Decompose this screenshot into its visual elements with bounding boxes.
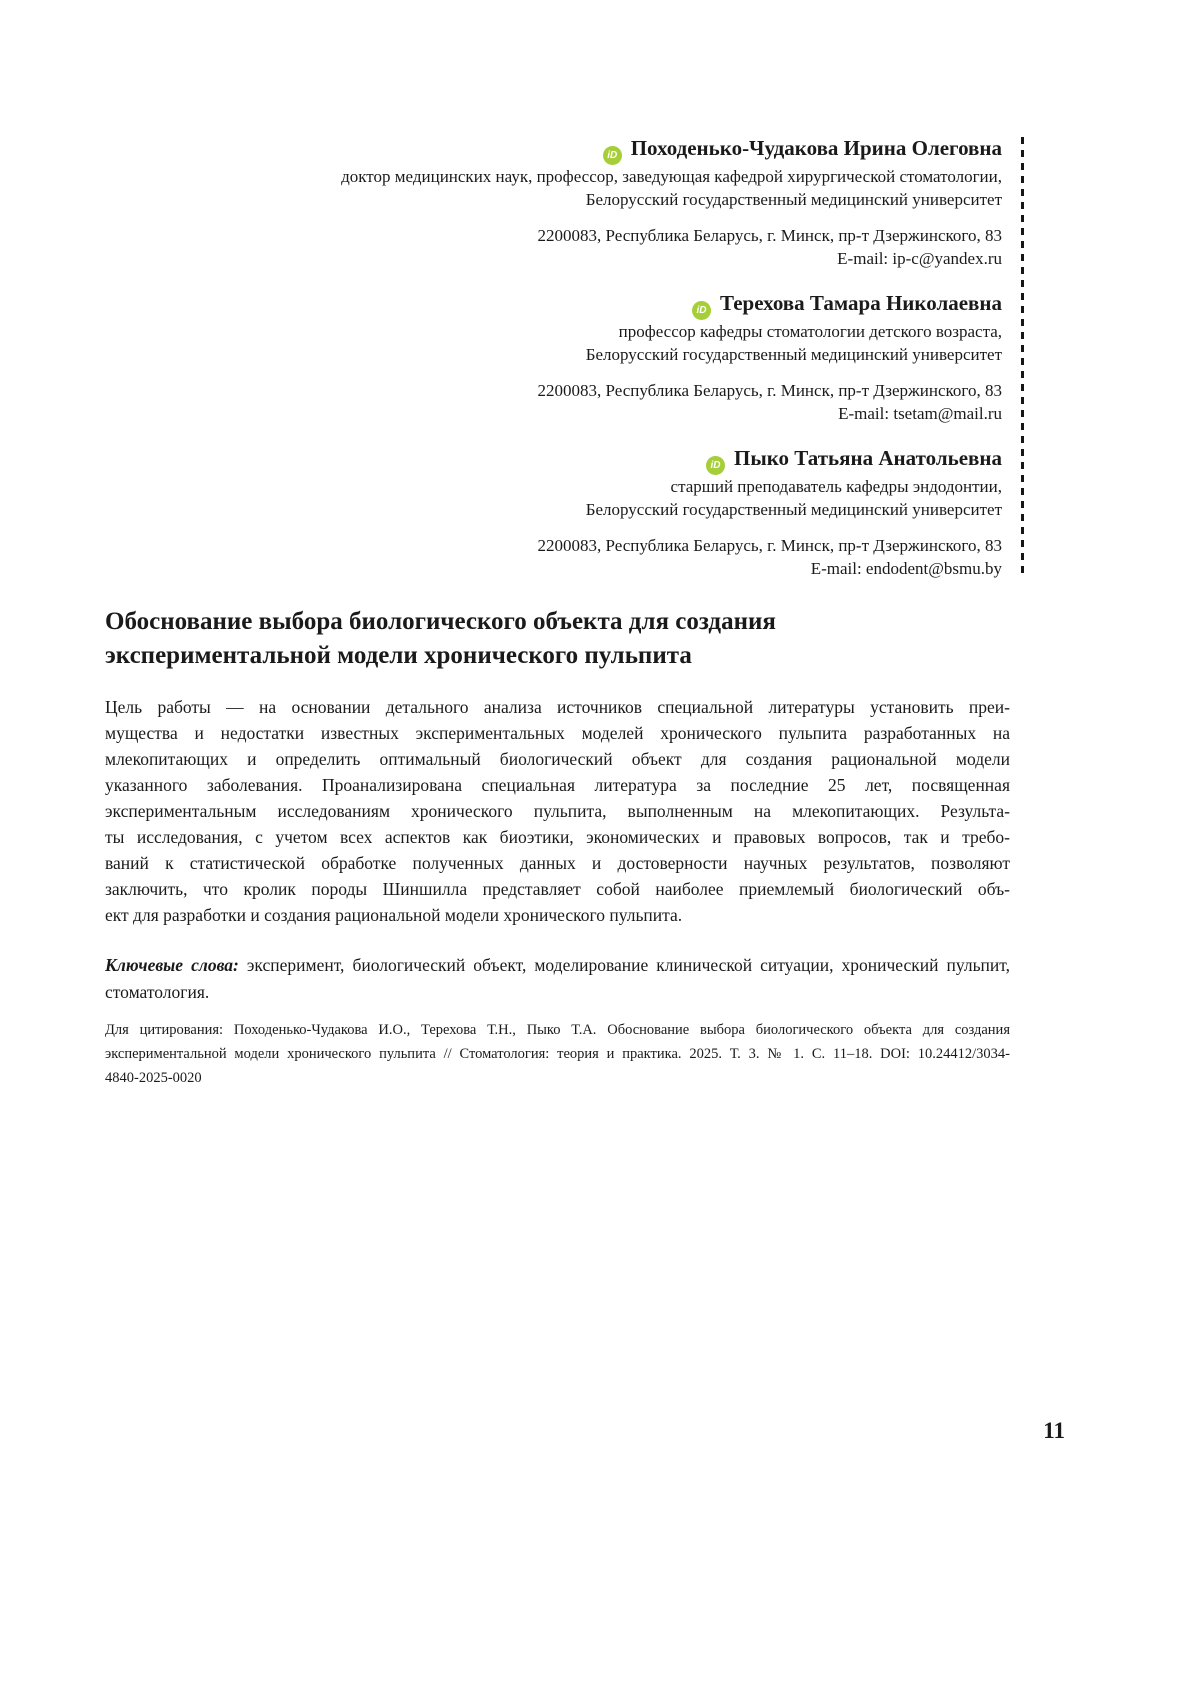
author-entry-2 — [105, 290, 1002, 425]
author-affiliation: Белорусский государственный медицинский университет — [585, 345, 1002, 364]
abstract-line: ваний к статистической обработке полученных данных и достоверности научных результатов, позволяют — [105, 853, 1010, 873]
article-title-line-2: экспериментальной модели хронического пульпита — [105, 642, 692, 669]
author-role: старший преподаватель кафедры эндодонтии, — [670, 477, 1002, 496]
citation-line: 4840-2025-0020 — [105, 1070, 202, 1086]
keywords-label: Ключевые слова: — [105, 955, 239, 975]
author-entry-1 — [105, 135, 1002, 270]
author-block-section — [105, 135, 1014, 580]
abstract-line: Цель работы — на основании детального анализа источников специальной литературы установить преи- — [105, 697, 1010, 717]
keywords-line-2: стоматология. — [105, 982, 210, 1002]
citation-line: Для цитирования: Походенько-Чудакова И.О., Терехова Т.Н., Пыко Т.А. Обоснование выбора биологического объекта для создания — [105, 1022, 1010, 1038]
author-name-line — [105, 135, 1002, 165]
citation-block — [105, 1018, 1010, 1090]
keywords — [105, 952, 1010, 1006]
abstract-line: экспериментальным исследованиям хронического пульпита, выполненным на млекопитающих. Результа- — [105, 801, 1010, 821]
orcid-icon[interactable]: iD — [692, 301, 711, 320]
author-name-line — [105, 445, 1002, 475]
author-entry-3 — [105, 445, 1002, 580]
author-contact — [105, 379, 1002, 425]
author-address: 2200083, Республика Беларусь, г. Минск, пр-т Дзержинского, 83 — [537, 381, 1002, 400]
keywords-line-1 — [105, 952, 1010, 979]
abstract-line: ты исследования, с учетом всех аспектов как биоэтики, экономических и правовых вопросов, так и требо- — [105, 827, 1010, 847]
author-role: доктор медицинских наук, профессор, заведующая кафедрой хирургической стоматологии, — [341, 167, 1002, 186]
author-name: Пыко Татьяна Анатольевна — [733, 446, 1002, 470]
author-address: 2200083, Республика Беларусь, г. Минск, пр-т Дзержинского, 83 — [537, 226, 1002, 245]
author-address: 2200083, Республика Беларусь, г. Минск, пр-т Дзержинского, 83 — [537, 536, 1002, 555]
page-number: 11 — [1043, 1418, 1065, 1443]
article-title-line-1: Обоснование выбора биологического объекта для создания — [105, 608, 776, 635]
author-role: профессор кафедры стоматологии детского возраста, — [618, 322, 1002, 341]
author-name: Терехова Тамара Николаевна — [720, 291, 1002, 315]
abstract — [105, 694, 1010, 928]
citation-line: экспериментальной модели хронического пульпита // Стоматология: теория и практика. 2025. Т. 3. № 1. С. 11–18. DOI: 10.24412/3034- — [105, 1046, 1010, 1062]
author-contact — [105, 224, 1002, 270]
author-name-line — [105, 290, 1002, 320]
dashed-divider — [1021, 137, 1024, 578]
author-email: E-mail: tsetam@mail.ru — [838, 404, 1002, 423]
author-email: E-mail: ip-c@yandex.ru — [837, 249, 1002, 268]
article-title — [105, 605, 1010, 673]
keywords-text: эксперимент, биологический объект, моделирование клинической ситуации, хронический пульпит, — [238, 955, 1010, 975]
abstract-line: мущества и недостатки известных экспериментальных моделей хронического пульпита разработанных на — [105, 723, 1010, 743]
orcid-icon[interactable]: iD — [603, 146, 622, 165]
author-name: Походенько-Чудакова Ирина Олеговна — [630, 136, 1002, 160]
abstract-line: ект для разработки и создания рациональной модели хронического пульпита. — [105, 905, 683, 925]
abstract-line: млекопитающих и определить оптимальный биологический объект для создания рациональной модели — [105, 749, 1010, 769]
author-affiliation: Белорусский государственный медицинский университет — [585, 190, 1002, 209]
abstract-line: заключить, что кролик породы Шиншилла представляет собой наиболее приемлемый биологический объ- — [105, 879, 1010, 899]
orcid-icon[interactable]: iD — [706, 456, 725, 475]
abstract-line: указанного заболевания. Проанализирована специальная литература за последние 25 лет, посвященная — [105, 775, 1010, 795]
author-email: E-mail: endodent@bsmu.by — [810, 559, 1002, 578]
author-contact — [105, 534, 1002, 580]
author-affiliation: Белорусский государственный медицинский университет — [585, 500, 1002, 519]
